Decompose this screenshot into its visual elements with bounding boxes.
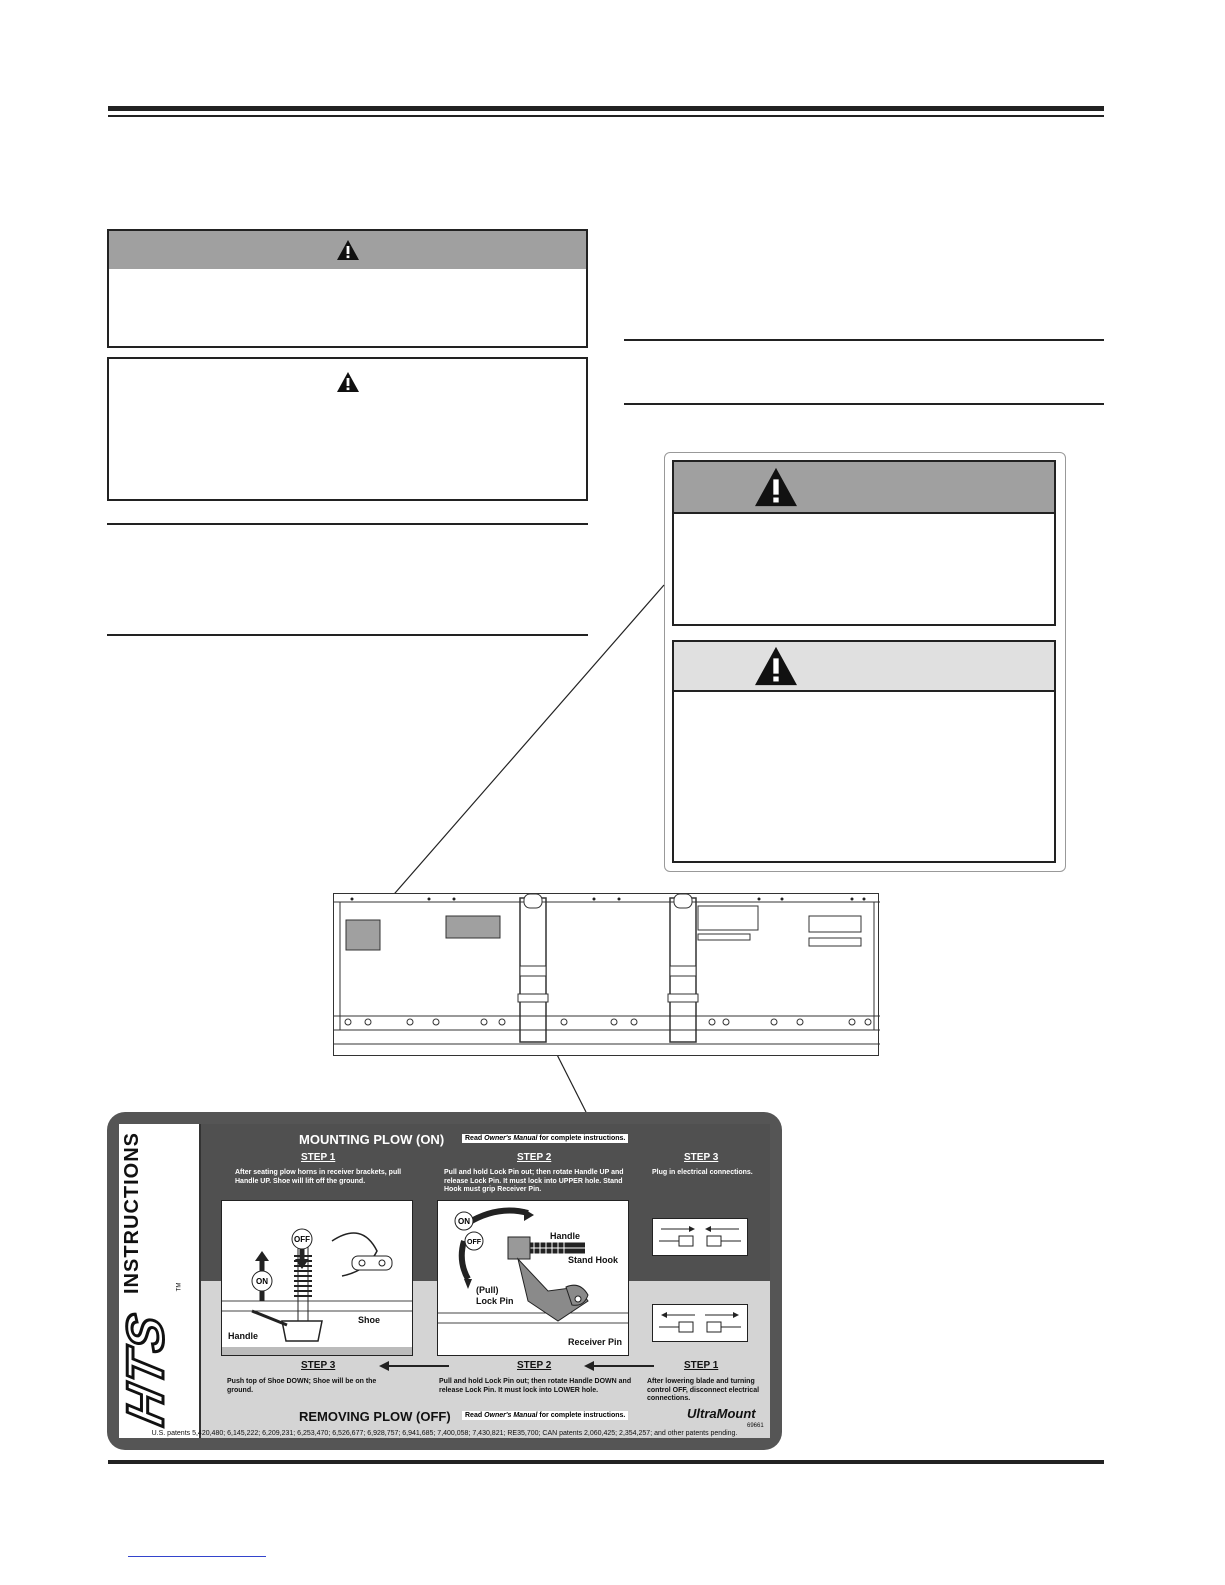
off-callout-2: OFF — [467, 1239, 481, 1246]
connector-icon — [653, 1305, 747, 1341]
shoe-callout: Shoe — [358, 1315, 381, 1325]
removing-read-note — [462, 1411, 628, 1420]
removing-arrows — [369, 1360, 659, 1372]
plow-blade-drawing — [334, 894, 880, 1057]
connector-plugged-icon — [652, 1218, 748, 1256]
on-callout-2: ON — [458, 1217, 470, 1226]
arrow-up-icon — [255, 1251, 269, 1261]
removing-step-2-text: Pull and hold Lock Pin out; then rotate Handle DOWN and release Lock Pin. It must lock into LOWER hole. — [439, 1378, 632, 1394]
ultramount-logo: UltraMount — [687, 1406, 756, 1421]
trademark: TM — [176, 1282, 183, 1292]
plow-blade-illustration — [333, 893, 879, 1056]
mounting-step-3-text: Plug in electrical connections. — [652, 1169, 753, 1176]
removing-step-2-label: STEP 2 — [517, 1360, 552, 1371]
connector-icon — [653, 1219, 747, 1255]
instructions-decal — [107, 1112, 782, 1450]
removing-step-3-label: STEP 3 — [301, 1360, 336, 1371]
removing-step-1-label: STEP 1 — [684, 1360, 719, 1371]
mounting-step-1-text: After seating plow horns in receiver brackets, pull Handle UP. Shoe will lift off the ground. — [235, 1169, 402, 1185]
patents-text: U.S. patents 5,420,480; 6,145,222; 6,209,231; 6,253,470; 6,526,677; 6,928,757; 6,941,685; 7,400,058; 7,430,821; RE35,700; CAN patents 2,060,425; 2,354,257; and other patents pending. — [151, 1430, 738, 1437]
on-callout-1: ON — [256, 1277, 268, 1286]
receiver-pin-callout: Receiver Pin — [568, 1337, 623, 1347]
handle-callout-2: Handle — [550, 1231, 581, 1241]
read-note-suffix: for complete instructions. — [537, 1135, 626, 1142]
handle-callout-1: Handle — [228, 1331, 259, 1341]
off-callout-1: OFF — [294, 1235, 310, 1244]
read-note-prefix: Read — [465, 1412, 485, 1419]
footer-link-underline[interactable] — [128, 1556, 266, 1557]
instructions-label: INSTRUCTIONS — [120, 1132, 143, 1294]
mounting-read-note — [462, 1134, 628, 1143]
logo-panel — [119, 1124, 201, 1438]
read-note-prefix: Read — [465, 1135, 485, 1142]
mounting-step-2-text: Pull and hold Lock Pin out; then rotate Handle UP and release Lock Pin. It must lock into UPPER hole. Stand Hook must grip Receiver Pin. — [444, 1169, 624, 1193]
read-note-suffix: for complete instructions. — [537, 1412, 626, 1419]
part-number: 69661 — [747, 1423, 764, 1429]
removing-title: REMOVING PLOW (OFF) — [299, 1409, 451, 1424]
removing-step-3-text: Push top of Shoe DOWN; Shoe will be on the ground. — [227, 1378, 377, 1394]
mounting-step-1-label: STEP 1 — [301, 1152, 336, 1163]
hts-logo-text: HTS — [117, 1307, 175, 1431]
step-illustration-shoe — [221, 1200, 413, 1356]
read-note-italic: Owner's Manual — [484, 1135, 538, 1142]
instructions-decal-inner — [119, 1124, 770, 1438]
arrow-left-icon — [584, 1361, 594, 1371]
lock-pin-callout: Lock Pin — [476, 1296, 514, 1306]
lock-pin-mechanism-drawing — [438, 1201, 628, 1355]
footer-rule — [108, 1460, 1104, 1464]
removing-step-1-text: After lowering blade and turning control OFF, disconnect electrical connections. — [647, 1378, 760, 1402]
arrow-left-icon — [379, 1361, 389, 1371]
mounting-title: MOUNTING PLOW (ON) — [299, 1132, 445, 1147]
read-note-italic: Owner's Manual — [484, 1412, 538, 1419]
mounting-step-2-label: STEP 2 — [517, 1152, 552, 1163]
pull-callout: (Pull) — [476, 1285, 499, 1295]
step-illustration-lock-pin — [437, 1200, 629, 1356]
mounting-step-3-label: STEP 3 — [684, 1152, 719, 1163]
arrow-down-icon — [295, 1259, 309, 1269]
connector-unplugged-icon — [652, 1304, 748, 1342]
stand-hook-callout: Stand Hook — [568, 1255, 619, 1265]
